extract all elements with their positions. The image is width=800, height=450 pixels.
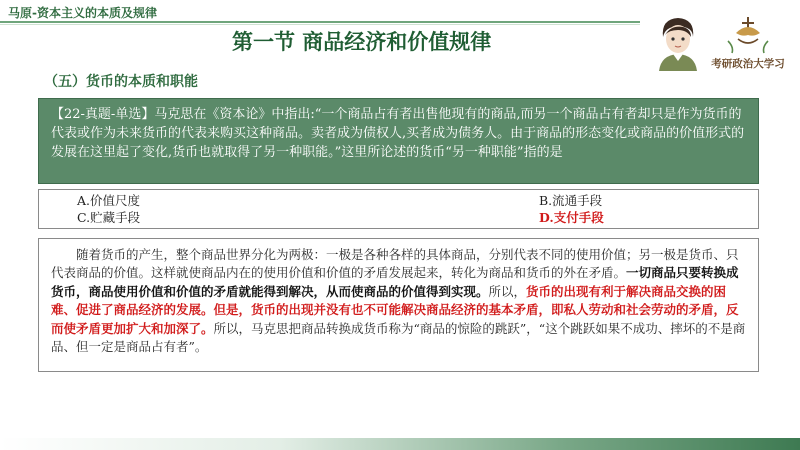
teacher-avatar — [649, 13, 707, 71]
question-text: 【22-真题-单选】马克思在《资本论》中指出:“一个商品占有者出售他现有的商品,而另一个商品占有者却只是作为货币的代表或作为未来货币的代表来购买这种商品。卖者成为债权人,买者成为债务人。由于商品的形态变化或商品的价值形式的发展在这里起了变化,货币也就取得了另一种职能。”这里所论述的货币“另一种职能”指的是 — [51, 107, 745, 160]
options-box — [38, 189, 759, 229]
explanation-highlight: 货币的出现有利于解决商品交换的困难、促进了商品经济的发展。但是，货币的出现并没有也不可能解决商品经济的基本矛盾，即私人劳动和社会劳动的矛盾，反而使矛盾更加扩大和加深了。 — [51, 283, 739, 336]
explanation-conclusion: 所以，马克思把商品转换成货币称为“商品的惊险的跳跃”，“这个跳跃如果不成功、摔坏的不是商品、但一定是商品占有者”。 — [51, 320, 746, 355]
explanation-box — [38, 238, 759, 372]
option-d-correct[interactable]: D.支付手段 — [539, 210, 604, 225]
header-divider — [0, 21, 640, 23]
page-title: 第一节 商品经济和价值规律 — [232, 30, 492, 54]
option-a[interactable]: A.价值尺度 — [77, 193, 141, 208]
section-heading: （五）货币的本质和职能 — [44, 74, 198, 90]
footer-bar — [0, 438, 800, 450]
option-b[interactable]: B.流通手段 — [539, 193, 603, 208]
explanation-paragraph — [51, 246, 750, 356]
header-divider-light — [0, 24, 640, 25]
course-tag: 马原-资本主义的本质及规律 — [8, 6, 157, 20]
explanation-intro: 随着货币的产生，整个商品世界分化为两极：一极是各种各样的具体商品，分别代表不同的使用价值；另一极是货币、只代表商品的价值。这样就使商品内在的使用价值和价值的矛盾发展起来，转化为商品和货币的外在矛盾。 — [51, 247, 739, 281]
question-box — [38, 98, 759, 184]
option-c[interactable]: C.贮藏手段 — [77, 210, 141, 225]
logo-text: 考研政治大学习 — [711, 58, 785, 70]
explanation-key-point: 一切商品只要转换成货币，商品使用价值和价值的矛盾就能得到解决，从而使商品的价值得到实现。 — [51, 265, 739, 299]
explanation-connector: 所以， — [488, 283, 527, 299]
brand-logo — [706, 13, 790, 73]
